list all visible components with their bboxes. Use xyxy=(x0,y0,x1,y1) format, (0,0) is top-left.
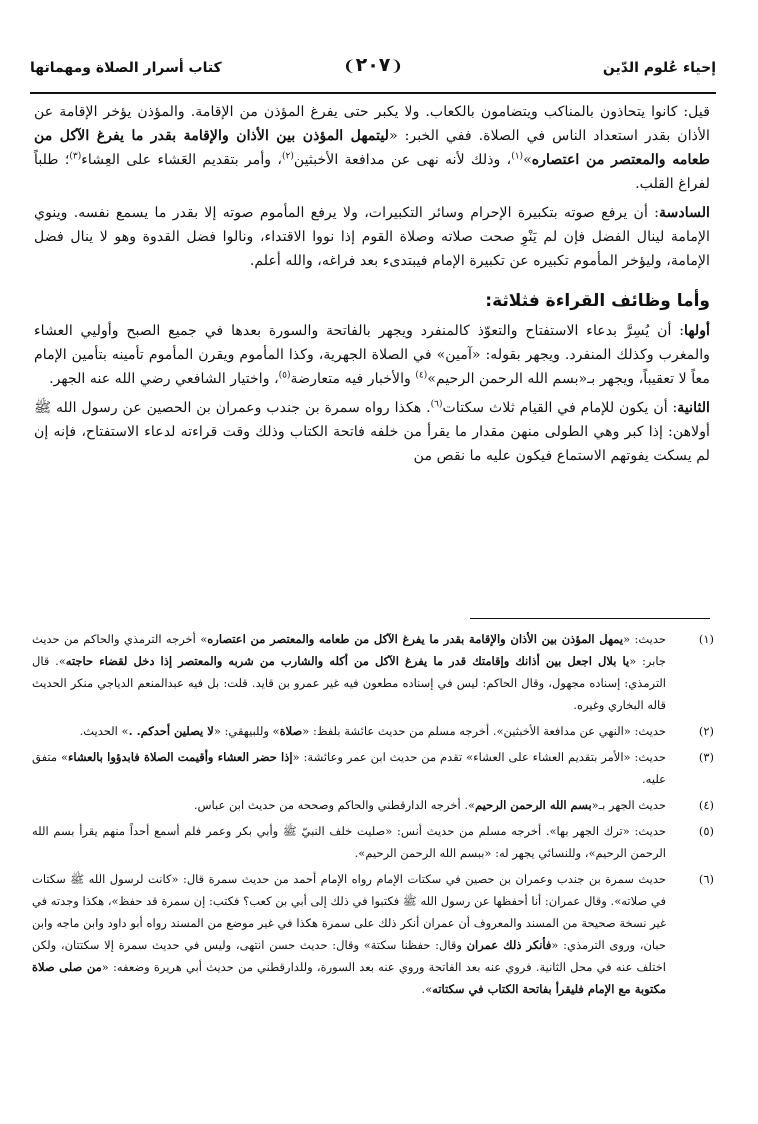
footnote-text xyxy=(32,794,666,816)
footnote xyxy=(32,746,714,790)
footnote-span: وقال: حفظنا سكتة» وقال: حديث حسن انتهى، وليس في حديث سمرة إلا سكتتان، ولكن اختلف عنه في محل الثانية. فروي عنه بعد الفاتحة وروي عنه بعد السورة، وللدارقطني من حديث أبي هريرة وضعفه: « xyxy=(32,938,667,974)
paragraph-label: السادسة xyxy=(658,205,710,221)
footnote-text xyxy=(32,868,666,1000)
footnote-span: » أخرجه الترمذي والحاكم من حديث جابر: « xyxy=(32,632,666,668)
footnote-number: (٣) xyxy=(698,750,714,764)
text-span: ؛ طلباً لفراغ القلب. xyxy=(34,152,710,192)
footnote-span: حديث الجهر بـ« xyxy=(591,798,666,812)
footnote-text xyxy=(32,746,666,790)
footnote-number: (٥) xyxy=(698,824,714,838)
footnote-ref: (٦) xyxy=(430,399,443,410)
footnote-span: حديث: «النهي عن مدافعة الأخبثين». أخرجه مسلم من حديث عائشة بلفظ: « xyxy=(302,724,666,738)
paragraph-label: الثانية xyxy=(677,400,710,416)
footnote-ref: (٣) xyxy=(69,151,82,162)
chapter-title: كتاب أسرار الصلاة ومهماتها xyxy=(30,60,222,76)
footnote-ref: (٥) xyxy=(278,370,291,381)
text-span: ، وأمر بتقديم العَشاء على العِشاء xyxy=(81,152,282,168)
footnote-span: حديث: «ترك الجهر بها». أخرجه مسلم من حديث أنس: «صليت خلف النبيّ ﷺ وأبي بكر وعمر فلم أسمع أحداً منهم يقرأ بسم الله الرحمن الرحيم»، وللنسائي يجهر له: «ببسم الله الرحمن الرحيم». xyxy=(32,824,666,860)
footnote-span: حديث سمرة بن جندب وعمران بن حصين في سكتات الإمام رواه الإمام أحمد من حديث سمرة قال: «كانت لرسول الله ﷺ سكتات في صلاته». وقال عمران: أنا أحفظها عن رسول الله ﷺ فكتبوا في ذلك إلى أبي بن كعب؟ فكتب: إن سمرة قد حفظ»، هكذا وجدته في غير نسخة صحيحة من المسند والمعروف أن عمران أنكر ذلك على سمرة هكذا في غير موضع من المسند رواه أبو داود وابن ماجه وابن حبان، وروى الترمذي: « xyxy=(32,872,667,952)
footnote-text xyxy=(32,628,666,716)
text-span: قيل: كانوا يتحاذون بالمناكب ويتضامون بالكعاب. ولا يكبر حتى يفرغ المؤذن من الإقامة. والمؤذن يؤخر الإقامة عن الأذان بقدر استعداد الناس في الصلاة. ففي الخبر: « xyxy=(34,104,710,144)
section-title: وأما وظائف القراءة فثلاثة: xyxy=(485,291,710,311)
footnote-number: (٦) xyxy=(698,872,714,886)
page-number xyxy=(343,54,403,76)
footnote-span: ». xyxy=(421,982,433,996)
footnote-quote: فأنكر ذلك عمران xyxy=(466,938,552,952)
footnote-span: ». قال الترمذي: إسناده مجهول، وقال الحاكم: ليس في إسناده مطعون فيه غير عمرو بن قايد. قلت: بل فيه عبدالمنعم الدياجي منكر الحديث قاله البخاري وغيره. xyxy=(32,654,666,712)
footnotes xyxy=(32,628,714,1004)
text-span: : أن يُسِرَّ بدعاء الاستفتاح والتعوّذ كالمنفرد ويجهر بالفاتحة والسورة بعدها في جميع الصبح وأوليي العشاء والمغرب وكذلك المنفرد. ويجهر بقوله: «آمين» في الصلاة الجهرية، وكذا المأموم ويقرن المأموم تأمينه بتأمين الإمام معاً لا تعقيباً، ويجهر بـ«بسم الله الرحمن الرحيم» xyxy=(34,323,710,387)
paragraph xyxy=(34,396,710,468)
footnote xyxy=(32,628,714,716)
footnote-span: » الحديث. xyxy=(79,724,129,738)
footnote-ref: (٢) xyxy=(281,151,294,162)
text-span: ، واختيار الشافعي رضي الله عنه الجهر. xyxy=(49,371,279,387)
footnote xyxy=(32,720,714,742)
footnote-number: (٢) xyxy=(698,724,714,738)
footnote-quote: يمهل المؤذن بين الأذان والإقامة بقدر ما يفرغ الآكل من طعامه والمعتصر من اعتصاره xyxy=(207,632,624,646)
footnote xyxy=(32,820,714,864)
footnote-text xyxy=(32,720,666,742)
ornament-icon: ❩ xyxy=(343,57,356,75)
book-title: إحياء عُلوم الدّين xyxy=(602,60,716,76)
footnote-span: ». أخرجه الدارقطني والحاكم وصححه من حديث ابن عباس. xyxy=(193,798,476,812)
main-text xyxy=(34,100,710,473)
footnote-text xyxy=(32,820,666,864)
footnote-quote: من صلى صلاة مكتوبة مع الإمام فليقرأ بفاتحة الكتاب في سكتاته xyxy=(32,960,666,996)
paragraph xyxy=(34,201,710,273)
footnote-span: حديث: «الأمر بتقديم العشاء على العشاء» تقدم من حديث ابن عمر وعائشة: « xyxy=(292,750,666,764)
footnote-quote: يا بلال اجعل بين أذانك وإقامتك قدر ما يفرغ الآكل من أكله والشارب من شربه والمعتصر إذا دخل لقضاء حاجته xyxy=(65,654,630,668)
page-header xyxy=(30,52,716,94)
paragraph xyxy=(34,319,710,391)
footnote-quote: صلاة xyxy=(279,724,303,738)
ornament-icon: ❨ xyxy=(390,57,403,75)
footnote-number: (١) xyxy=(698,632,714,646)
page-number-value: ٢٠٧ xyxy=(355,54,391,76)
text-span: » xyxy=(523,152,532,168)
footnote-span: » وللبيهقي: « xyxy=(213,724,280,738)
footnote-quote: لا يصلين أحدكم. . xyxy=(128,724,214,738)
paragraph-label: أولها xyxy=(684,323,710,339)
text-span: والأخبار فيه متعارضة xyxy=(290,371,416,387)
paragraph xyxy=(34,100,710,196)
footnote-span: » متفق عليه. xyxy=(32,750,666,786)
text-span: . هكذا رواه سمرة بن جندب وعمران بن الحصين عن رسول الله ﷺ أولاهن: إذا كبر وهي الطولى منهن مقدار ما يقرأ من خلفه فاتحة الكتاب وذلك وقت قراءته لدعاء الاستفتاح، فإنه إن لم يسكت يفوتهم الاستماع فيكون عليه ما نقص من xyxy=(34,400,710,464)
footnote-quote: بسم الله الرحمن الرحيم xyxy=(475,798,592,812)
footnote xyxy=(32,868,714,1000)
footnote-ref: (١) xyxy=(511,151,524,162)
footnote-span: حديث: « xyxy=(623,632,666,646)
text-span: : أن يرفع صوته بتكبيرة الإحرام وسائر التكبيرات، ولا يرفع المأموم صوته إلا بقدر ما يسمع نفسه. وينوي الإمامة لينال الفضل فإن لم يَنْوِ صحت صلاته وصلاة القوم إذا نووا الاقتداء، ونالوا فضل القدوة وهو لا ينال فضل الإمامة، وليؤخر المأموم تكبيره عن تكبيرة الإمام فيبتدىء بعد فراغه، والله أعلم. xyxy=(34,205,710,269)
footnote-quote: إذا حضر العشاء وأقيمت الصلاة فابدؤوا بالعشاء xyxy=(67,750,293,764)
hadith-quote: ليتمهل المؤذن بين الأذان والإقامة بقدر ما يفرغ الآكل من طعامه والمعتصر من اعتصاره xyxy=(34,128,710,168)
footnote xyxy=(32,794,714,816)
text-span: ، وذلك لأنه نهى عن مدافعة الأخبثين xyxy=(293,152,512,168)
footnote-number: (٤) xyxy=(698,798,714,812)
footnote-divider xyxy=(470,618,710,619)
text-span: : أن يكون للإمام في القيام ثلاث سكتات xyxy=(442,400,678,416)
footnote-ref: (٤) xyxy=(415,370,428,381)
